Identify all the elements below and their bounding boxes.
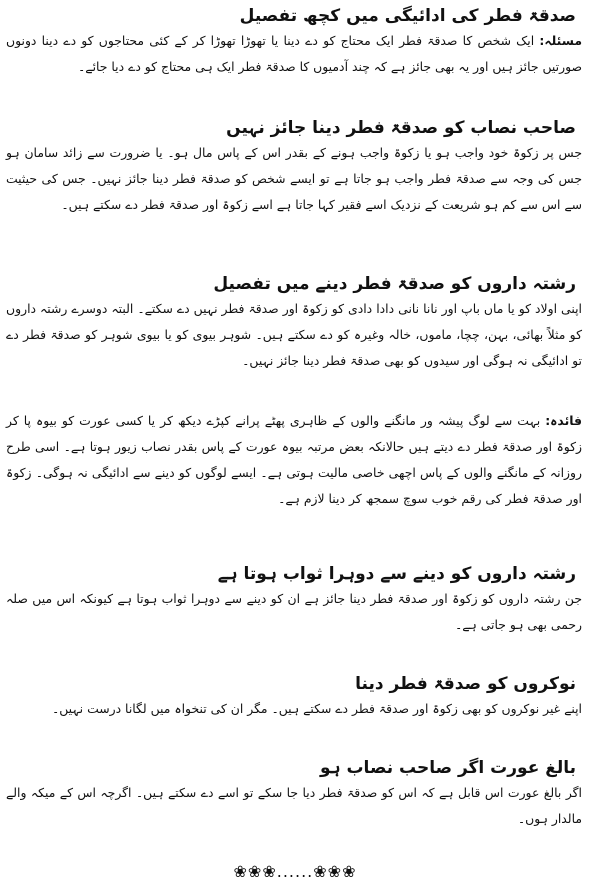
paragraph-text: اپنے غیر نوکروں کو بھی زکوۃ اور صدقۃ فطر دے سکتے ہیں۔ مگر ان کی تنخواہ میں لگانا درست نہیں۔ <box>51 701 582 716</box>
paragraph-lead: مسئلہ: <box>539 33 582 48</box>
section-sadqa-details <box>6 4 582 80</box>
paragraph-text: جن رشتہ داروں کو زکوۃ اور صدقۃ فطر دینا جائز ہے ان کو دینے سے دوہرا ثواب ہوتا ہے کیونکہ اس میں صلہ رحمی بھی ہو جاتی ہے۔ <box>6 591 582 632</box>
section-servants <box>6 672 582 722</box>
section-double-reward <box>6 562 582 638</box>
section-heading: نوکروں کو صدقۃ فطر دینا <box>355 674 576 694</box>
section-paragraph <box>6 586 582 638</box>
section-heading: بالغ عورت اگر صاحب نصاب ہو <box>319 758 576 778</box>
paragraph-text: اپنی اولاد کو یا ماں باپ اور نانا نانی دادا دادی کو زکوۃ اور صدقۃ فطر نہیں دے سکتے۔ البتہ دوسرے رشتہ داروں کو مثلاً بھائی، بہن، چچا، ماموں، خالہ وغیرہ کو دے سکتے ہیں۔ شوہر بیوی کو یا بیوی شوہر کو صدقۃ فطر دے تو ادائیگی نہ ہوگی اور سیدوں کو بھی صدقۃ فطر دینا جائز نہیں۔ <box>6 301 582 368</box>
section-divider-ornament: ❀❀❀......❀❀❀ <box>233 862 357 881</box>
section-faida <box>6 408 582 512</box>
section-heading: رشتہ داروں کو صدقۃ فطر دینے میں تفصیل <box>213 274 576 294</box>
section-heading: صاحب نصاب کو صدقۃ فطر دینا جائز نہیں <box>226 118 576 138</box>
paragraph-lead: فائدہ: <box>545 413 582 428</box>
paragraph-text: بہت سے لوگ پیشہ ور مانگنے والوں کے ظاہری پھٹے پرانے کپڑے دیکھ کر یا کسی عورت کو بیوہ پا کر زکوۃ اور صدقۃ فطر دے دیتے ہیں حالانکہ بعض مرتبہ بیوہ عورت کے پاس بقدر نصاب زیور ہوتا ہے۔ اسی طرح روزانہ کے مانگنے والوں کے پاس اچھی خاصی مالیت ہوتی ہے۔ ایسے لوگوں کو دینے سے ادائیگی نہ ہوگی۔ زکوۃ اور صدقۃ فطر کی رقم خوب سوچ سمجھ کر دینا لازم ہے۔ <box>6 413 582 506</box>
section-paragraph <box>6 696 582 722</box>
section-paragraph <box>6 408 582 512</box>
paragraph-text: اگر بالغ عورت اس قابل ہے کہ اس کو صدقۃ فطر دیا جا سکے تو اسے دے سکتے ہیں۔ اگرچہ اس کے میکہ والے مالدار ہوں۔ <box>6 785 582 826</box>
section-heading: صدقۃ فطر کی ادائیگی میں کچھ تفصیل <box>239 6 576 26</box>
section-paragraph <box>6 780 582 832</box>
section-paragraph <box>6 28 582 80</box>
section-relatives-details <box>6 272 582 374</box>
section-adult-woman <box>6 756 582 832</box>
section-paragraph <box>6 140 582 218</box>
paragraph-text: ایک شخص کا صدقۃ فطر ایک محتاج کو دے دینا یا تھوڑا تھوڑا کر کے کئی محتاجوں کو دے دینا دونوں صورتیں جائز ہیں اور یہ بھی جائز ہے کہ چند آدمیوں کا صدقۃ فطر ایک ہی محتاج کو دے دیا جائے۔ <box>6 33 582 74</box>
section-sahib-nisab <box>6 116 582 218</box>
section-paragraph <box>6 296 582 374</box>
paragraph-text: جس پر زکوۃ خود واجب ہو یا زکوۃ واجب ہونے کے بقدر اس کے پاس مال ہو۔ یا ضرورت سے زائد سامان ہو جس کی وجہ سے صدقۃ فطر واجب ہو جاتا ہے تو ایسے شخص کو صدقۃ فطر دینا جائز نہیں۔ جس کی حیثیت سے اس سے کم ہو شریعت کے نزدیک اسے فقیر کہا جاتا ہے اسے زکوۃ اور صدقۃ فطر دے سکتے ہیں۔ <box>6 145 582 212</box>
section-heading: رشتہ داروں کو دینے سے دوہرا ثواب ہوتا ہے <box>217 564 576 584</box>
